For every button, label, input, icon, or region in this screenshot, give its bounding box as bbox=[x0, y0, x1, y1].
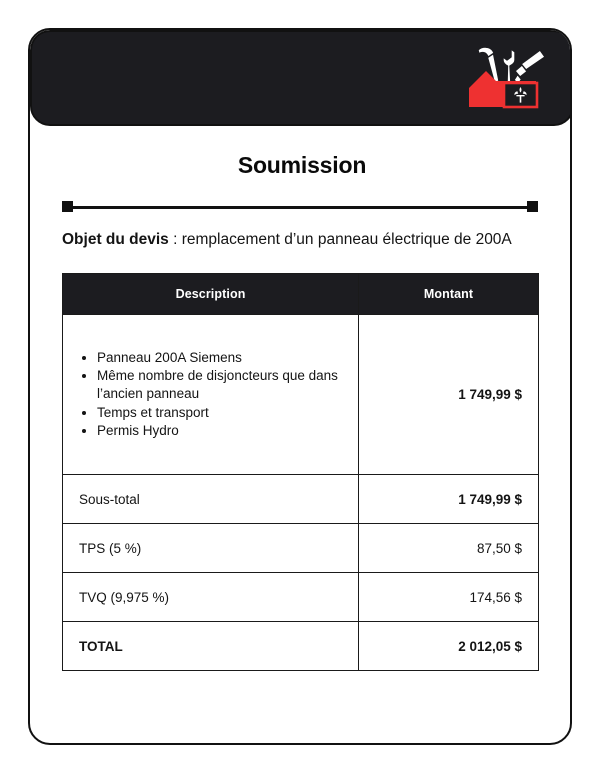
subtotal-amount-cell: 1 749,99 $ bbox=[359, 475, 539, 524]
subtotal-label-cell: Sous-total bbox=[63, 475, 359, 524]
subject-paragraph bbox=[62, 229, 514, 251]
tvq-amount-cell: 174,56 $ bbox=[359, 573, 539, 622]
items-description-cell bbox=[63, 315, 359, 475]
table-row-tps bbox=[63, 524, 539, 573]
page-title: Soumission bbox=[237, 152, 367, 178]
list-item: • Panneau 200A Siemens bbox=[97, 349, 344, 367]
divider-cap-right bbox=[527, 201, 538, 212]
table-row-tvq bbox=[63, 573, 539, 622]
item-list bbox=[79, 349, 344, 441]
table-row-subtotal bbox=[63, 475, 539, 524]
table-header-row bbox=[63, 274, 539, 315]
subject-text: remplacement d’un panneau électrique de 200A bbox=[181, 231, 512, 248]
table-row-total bbox=[63, 622, 539, 671]
card-header bbox=[30, 30, 572, 126]
table-row-items bbox=[63, 315, 539, 475]
paintbrush-icon bbox=[514, 50, 545, 84]
column-header-montant: Montant bbox=[359, 274, 539, 315]
card-body bbox=[30, 126, 572, 671]
subject-label: Objet du devis bbox=[62, 231, 169, 248]
list-item: • Permis Hydro bbox=[97, 422, 344, 440]
tps-label-cell: TPS (5 %) bbox=[63, 524, 359, 573]
tps-amount-cell: 87,50 $ bbox=[359, 524, 539, 573]
total-label-cell: TOTAL bbox=[63, 622, 359, 671]
total-amount-cell: 2 012,05 $ bbox=[359, 622, 539, 671]
toolbox-logo bbox=[462, 43, 548, 113]
divider-bar bbox=[67, 206, 533, 209]
items-amount-cell: 1 749,99 $ bbox=[359, 315, 539, 475]
list-item: • Temps et transport bbox=[97, 404, 344, 422]
fleur-de-lis-icon bbox=[504, 83, 537, 107]
column-header-description: Description bbox=[63, 274, 359, 315]
quote-card bbox=[28, 28, 572, 745]
quote-table bbox=[62, 273, 539, 671]
wrench-icon bbox=[503, 49, 515, 85]
tvq-label-cell: TVQ (9,975 %) bbox=[63, 573, 359, 622]
title-divider bbox=[62, 201, 538, 213]
subject-separator: : bbox=[168, 231, 182, 248]
list-item: • Même nombre de disjoncteurs que dans l’ancien panneau bbox=[97, 367, 344, 404]
